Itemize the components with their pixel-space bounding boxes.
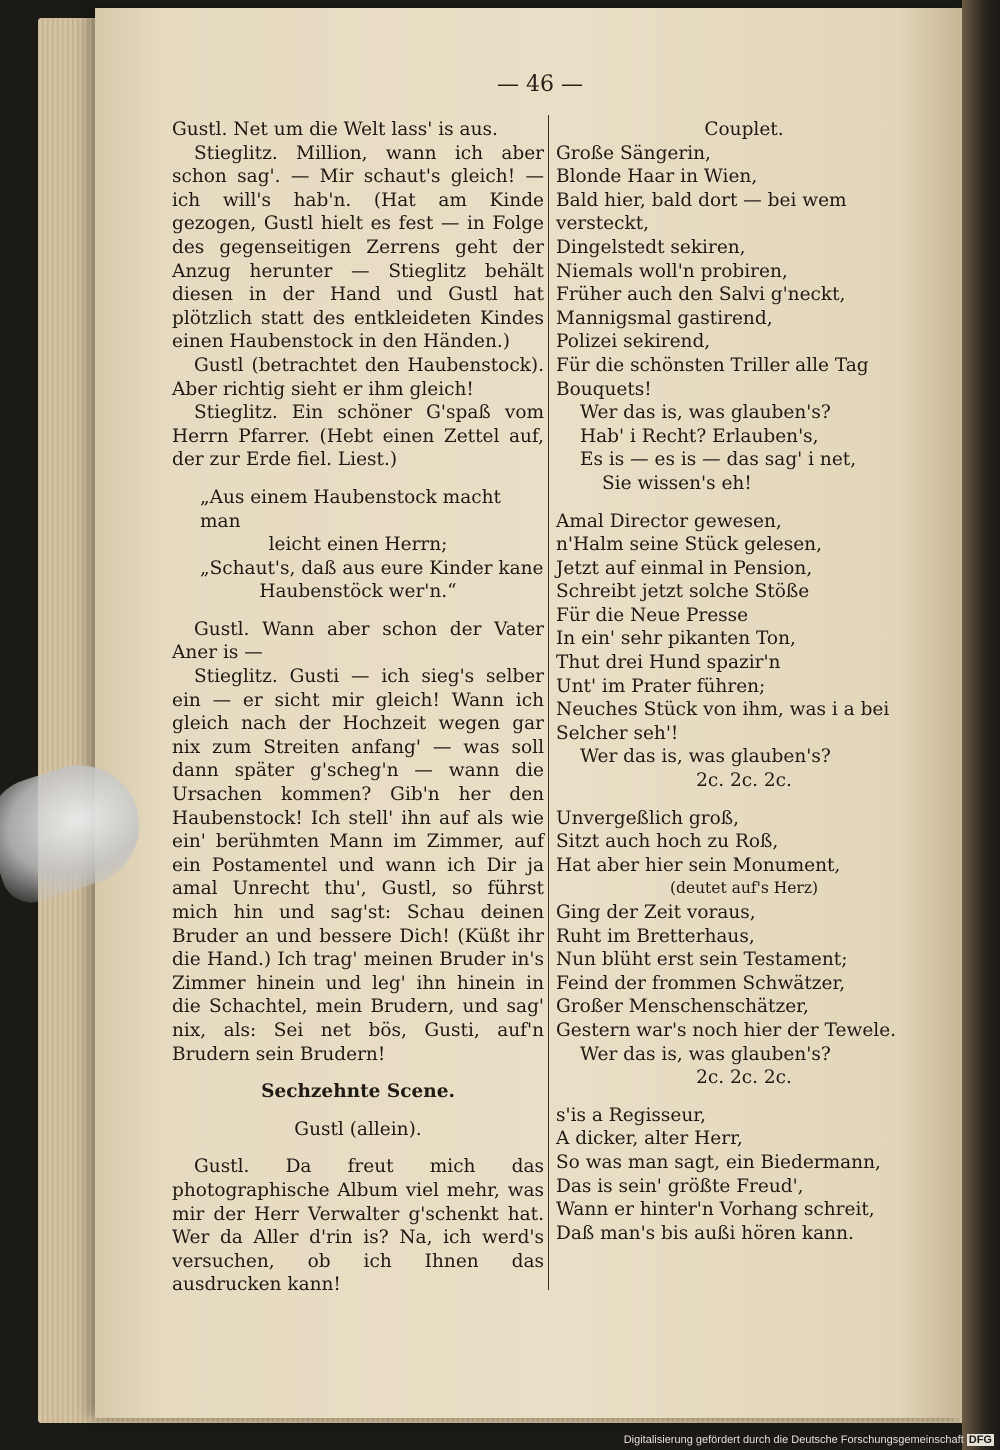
right-column-paragraph: So was man sagt, ein Biedermann, (556, 1151, 881, 1173)
left-column-paragraph: Gustl (betrachtet den Haubenstock). Aber richtig sieht er ihm gleich! (172, 354, 544, 400)
right-column-paragraph: Große Sängerin, (556, 142, 711, 164)
right-column-paragraph: Amal Director gewesen, (556, 510, 782, 532)
right-column-paragraph: Unt' im Prater führen; (556, 675, 766, 697)
right-column-paragraph: 2c. 2c. 2c. (696, 1067, 792, 1089)
right-column-paragraph: Nun blüht erst sein Testament; (556, 949, 848, 971)
right-column-paragraph: Wann er hinter'n Vorhang schreit, (556, 1199, 875, 1221)
right-column-paragraph: Für die schönsten Triller alle Tag Bouquets! (556, 354, 869, 400)
right-column-paragraph: Unvergeßlich groß, (556, 807, 739, 829)
right-column-paragraph: 2c. 2c. 2c. (696, 770, 792, 792)
funding-notice (624, 1434, 994, 1446)
right-column-paragraph: Sie wissen's eh! (602, 472, 752, 494)
right-column-paragraph: Wer das is, was glauben's? (580, 402, 831, 424)
left-column-paragraph: „Aus einem Haubenstock macht man (200, 486, 501, 532)
right-column-paragraph: Hab' i Recht? Erlauben's, (580, 425, 819, 447)
left-column-paragraph (172, 1066, 544, 1080)
left-column-paragraph (172, 1104, 544, 1118)
right-column-paragraph: (deutet auf's Herz) (669, 879, 819, 898)
left-column-paragraph: Stieglitz. Million, wann ich aber schon sag'. — Mir schaut's gleich! — ich will's hab'n. (Hat am Kinde gezogen, Gustl hielt es fest — in Folge des gegenseitigen Zerrens geht der Anzug herunter — Stieglitz behält diesen in der Hand und Gustl hat plötzlich statt des entkleideten Kindes einen Haubenstock in den Händen.) (172, 142, 544, 353)
right-column-paragraph (556, 496, 932, 510)
right-column-paragraph: Blonde Haar in Wien, (556, 166, 758, 188)
right-column-paragraph: Gestern war's noch hier der Tewele. (556, 1019, 897, 1041)
right-column-paragraph: Neuches Stück von ihm, was i a bei Selcher seh'! (556, 699, 890, 744)
right-column-paragraph: Polizei sekirend, (556, 331, 711, 353)
right-column-paragraph: Für die Neue Presse (556, 604, 749, 626)
right-column-paragraph: Schreibt jetzt solche Stöße (556, 581, 810, 603)
right-column-paragraph: Ruht im Bretterhaus, (556, 925, 755, 947)
right-column-paragraph: Dingelstedt sekiren, (556, 236, 746, 258)
right-column-paragraph: Früher auch den Salvi g'neckt, (556, 284, 846, 306)
right-column-paragraph: n'Halm seine Stück gelesen, (556, 534, 822, 556)
left-text-column (172, 118, 544, 1297)
left-column-paragraph: „Schaut's, daß aus eure Kinder kane (200, 557, 544, 579)
left-column-paragraph: Haubenstöck wer'n.“ (259, 581, 457, 603)
right-column-paragraph: Thut drei Hund spazir'n (556, 652, 781, 674)
right-column-paragraph: Wer das is, was glauben's? (580, 1043, 831, 1065)
right-column-paragraph (556, 1090, 932, 1104)
right-column-paragraph: Es is — es is — das sag' i net, (580, 449, 857, 471)
right-column-paragraph: Sitzt auch hoch zu Roß, (556, 831, 779, 853)
right-column-paragraph: Jetzt auf einmal in Pension, (556, 557, 813, 579)
right-column-paragraph: Niemals woll'n probiren, (556, 260, 788, 282)
right-column-paragraph: Ging der Zeit voraus, (556, 902, 756, 923)
right-column-paragraph: In ein' sehr pikanten Ton, (556, 628, 796, 650)
left-column-paragraph: Stieglitz. Ein schöner G'spaß vom Herrn Pfarrer. (Hebt einen Zettel auf, der zur Erde fiel. Liest.) (172, 402, 544, 471)
right-column-paragraph: Hat aber hier sein Monument, (556, 854, 841, 876)
right-column-paragraph: Das is sein' größte Freud', (556, 1175, 804, 1197)
left-column-paragraph: leicht einen Herrn; (268, 534, 448, 556)
left-column-paragraph (172, 604, 544, 618)
left-column-paragraph (172, 472, 544, 486)
right-column-paragraph: Feind der frommen Schwätzer, (556, 972, 846, 994)
right-column-paragraph (556, 793, 932, 807)
page-number: — 46 — (497, 72, 583, 97)
column-divider (548, 115, 549, 1290)
left-column-paragraph: Sechzehnte Scene. (261, 1081, 455, 1103)
funding-text: Digitalisierung gefördert durch die Deutsche Forschungsgemeinschaft (623, 1434, 964, 1446)
right-column-paragraph: Bald hier, bald dort — bei wem versteckt, (556, 189, 847, 235)
right-column-paragraph: Großer Menschenschätzer, (556, 996, 809, 1018)
left-column-paragraph: Gustl (allein). (294, 1118, 422, 1140)
left-column-paragraph: Gustl. Wann aber schon der Vater Aner is — (172, 618, 544, 664)
dfg-logo: DFG (968, 1434, 992, 1446)
left-column-paragraph (172, 1141, 544, 1155)
right-text-column (556, 118, 932, 1245)
right-column-paragraph: A dicker, alter Herr, (556, 1128, 743, 1150)
left-column-paragraph: Gustl. Net um die Welt lass' is aus. (172, 119, 498, 140)
right-column-paragraph: Mannigsmal gastirend, (556, 307, 773, 329)
book-spine-shadow (962, 0, 1000, 1450)
right-column-paragraph: Couplet. (704, 119, 784, 140)
right-column-paragraph: s'is a Regisseur, (556, 1104, 706, 1126)
left-column-paragraph: Gustl. Da freut mich das photographische Album viel mehr, was mir der Herr Verwalter g'schenkt hat. Wer da Aller d'rin is? Na, ich werd's versuchen, ob ich Ihnen das ausdrucken kann! (172, 1156, 544, 1296)
right-column-paragraph: Daß man's bis außi hören kann. (556, 1222, 854, 1244)
left-column-paragraph: Stieglitz. Gusti — ich sieg's selber ein — er sicht mir gleich! Wann ich gleich nach der Hochzeit wegen gar nix zum Streiten anfang' — was soll dann später g'scheg'n — wann die Ursachen kommen? Gib'n her den Haubenstock! Ich stell' ihn auf als wie ein' berühmten Mann im Zimmer, auf ein Postamentel und wann ich Dir ja amal Unrecht thu', Gustl, so führst mich hin und sag'st: Schau deinen Bruder an und bessere Dich! (Küßt ihr die Hand.) Ich trag' meinen Bruder in's Zimmer hinein und leg' ihn hinein in die Schachtel, mein Brudern, und sag' nix, als: Sei net bös, Gusti, auf'n Brudern sein Brudern! (172, 666, 544, 1065)
right-column-paragraph: Wer das is, was glauben's? (580, 746, 831, 768)
